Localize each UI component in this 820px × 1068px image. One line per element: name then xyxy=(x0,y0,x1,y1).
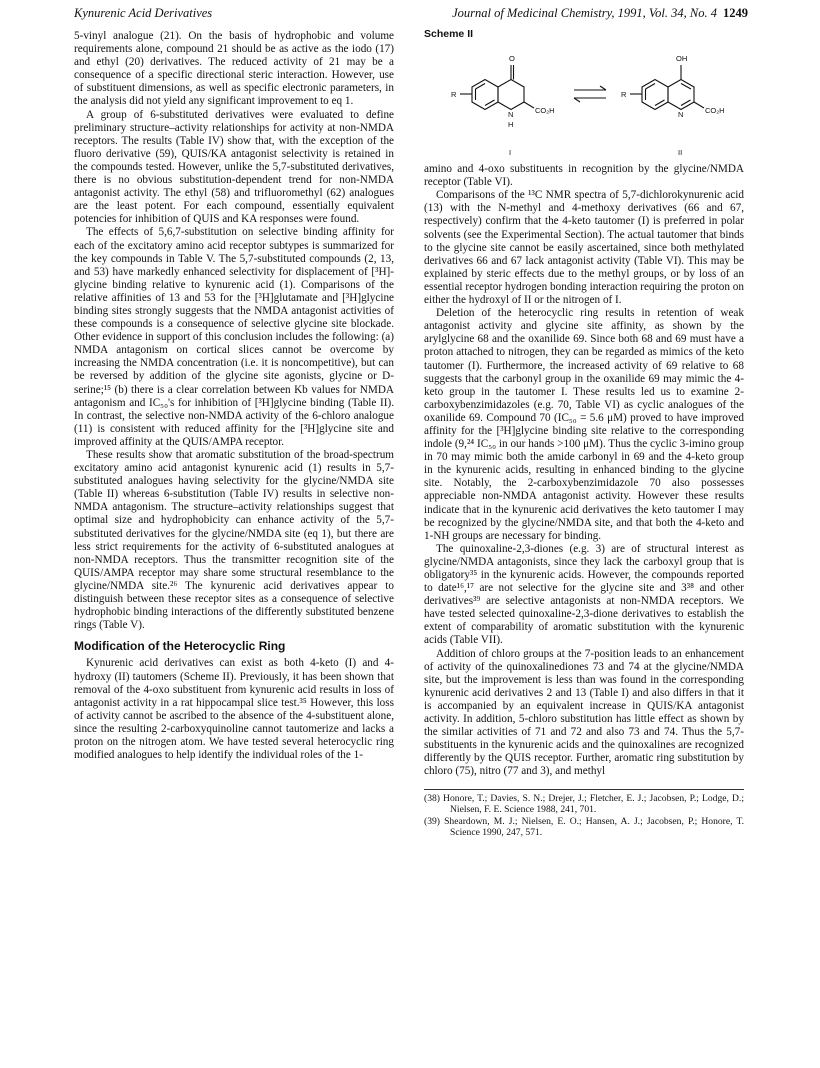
header-journal xyxy=(452,6,748,21)
hydroxyl-label: OH xyxy=(676,54,688,64)
reference-38: (38) Honore, T.; Davies, S. N.; Drejer, J.; Fletcher, E. J.; Jacobsen, P.; Lodge, D.; Nielsen, F. E. Science 1988, 241, 701. xyxy=(424,792,744,815)
paragraph: amino and 4-oxo substituents in recognition by the glycine/NMDA receptor (Table VI). xyxy=(424,163,744,189)
r-label-i: R xyxy=(451,90,457,100)
page-number: 1249 xyxy=(723,6,748,20)
header-journal-text: Journal of Medicinal Chemistry, 1991, Vol. 34, No. 4 xyxy=(452,6,717,20)
paragraph: 5-vinyl analogue (21). On the basis of hydrophobic and volume requirements alone, compound 21 should be as active as the iodo (17) and ethyl (20) derivatives. The reduced activity of 21 may be a consequence of a specific directional steric interaction. However, use of substituent dimensions, as well as specific electronic parameters, in the analysis did not yield any significant improvement to eq 1. xyxy=(74,30,394,108)
references xyxy=(424,789,744,838)
r-label-ii: R xyxy=(621,90,627,100)
paragraph: Addition of chloro groups at the 7-position leads to an enhancement of activity of the quinoxalinediones 73 and 74 at the glycine/NMDA site, but the improvement is less than was found in the corresponding kynurenic acid derivatives 2 and 13 (Table I) and also differs in that it is accompanied by an equivalent increase in QUIS/KA antagonist activity. In addition, 5-chloro substitution has little effect as shown by the similar activities of 71 and 72 and also 73 and 74. Thus the 5,7-substituents in the kynurenic acids and the quinoxalines are recognized differently by the QUIS receptor. Further, aromatic ring substitution by chloro (75), nitro (77 and 3), and methyl xyxy=(424,647,744,778)
oxo-label: O xyxy=(509,54,515,64)
right-column xyxy=(424,28,744,839)
tautomer-label-ii: II xyxy=(678,148,683,158)
acid-label-ii: CO₂H xyxy=(705,106,725,116)
nitrogen-label-ii: N xyxy=(678,110,684,120)
tautomer-label-i: I xyxy=(509,148,512,158)
paragraph: The effects of 5,6,7-substitution on selective binding affinity for each of the excitatory amino acid receptor subtypes is summarized for the key compounds in Table V. The 5,7-substituted compounds (2, 13, and 53) have markedly enhanced selectivity for displacement of [³H]-glycine binding relative to kynurenic acid (1). Comparisons of the relative affinities of 13 and 53 for the [³H]glutamate and [³H]glycine binding sites strongly suggests that the NMDA antagonist activities of these compounds is a consequence of selective glycine site blockade. Other evidence in support of this conclusion includes the following: (a) NMDA antagonism on cortical slices cannot be overcome by increasing the NMDA concentration (i.e. it is noncompetitive), but can be reversed by addition of the glycine site agonists, glycine or D-serine;¹⁵ (b) there is a clear correlation between Kb values for NMDA antagonism and IC₅₀'s for inhibition of [³H]glycine binding (Table II). In contrast, the selective non-NMDA activity of the 6-chloro analogue (11) is consistent with reduced affinity for the [³H]glycine site and improved affinity at the QUIS/AMPA receptor. xyxy=(74,226,394,448)
paragraph: Comparisons of the ¹³C NMR spectra of 5,7-dichlorokynurenic acid (13) with the N-methyl and 4-methoxy derivatives (66 and 67, respectively) confirm that the 4-keto tautomer (I) is preferred in polar solvents (see the Experimental Section). The actual tautomer that binds to the glycine site cannot be easily ascertained, since both methylated derivatives 66 and 67 lack antagonist activity (Table VI). This may be explained by steric effects due to the methyl groups, or by loss of an essential receptor hydrogen bonding interaction requiring the proton on either the hydroxyl of II or the nitrogen of I. xyxy=(424,189,744,307)
scheme-ii-diagram xyxy=(424,43,744,163)
acid-label-i: CO₂H xyxy=(535,106,555,116)
header-title: Kynurenic Acid Derivatives xyxy=(74,6,213,20)
paragraph: A group of 6-substituted derivatives were evaluated to define preliminary structure–activity relationships for activity at non-NMDA receptors. The results (Table IV) show that, with the exception of the fluoro derivative (59), QUIS/KA antagonist selectivity is retained in the compounds tested. However, unlike the 5,7-substituted derivatives, there is no obvious substitution-dependent trend for non-NMDA antagonist activity. The ethyl (58) and trifluoromethyl (62) analogues are the least potent. For each compound, essentially equivalent potencies for inhibition of QUIS and KA responses were found. xyxy=(74,108,394,226)
section-heading: Modification of the Heterocyclic Ring xyxy=(74,639,286,654)
running-header xyxy=(74,6,748,24)
reference-39: (39) Sheardown, M. J.; Nielsen, E. O.; Hansen, A. J.; Jacobsen, P.; Honore, T. Science 1990, 247, 571. xyxy=(424,815,744,838)
acid-bond-i xyxy=(524,102,534,108)
acid-bond-ii xyxy=(694,102,704,108)
pyridone-ring-i xyxy=(498,80,524,110)
hydrogen-label-i: H xyxy=(508,120,514,130)
nitrogen-label-i: N xyxy=(508,110,514,120)
paragraph: Deletion of the heterocyclic ring results in retention of weak antagonist activity and glycine site affinity, as shown by the arylglycine 68 and the oxanilide 69. Since both 68 and 69 must have a proton attached to nitrogen, they can be regarded as mimics of the keto tautomer (I). Furthermore, the increased activity of 69 relative to 68 suggests that the carbonyl group in the oxanilide 69 may mimic the 4-keto group in the tautomer I. These results led us to examine 2-carboxybenzimidazoles (e.g. 70, Table VI) as cyclic analogues of the oxanilide 69. Compound 70 (IC₅₀ = 5.6 μM) proved to have improved affinity for the [³H]glycine binding site relative to the corresponding indole (9,²⁴ IC₅₀ in our hands >100 μM). Thus the cyclic 3-imino group in 70 may mimic both the amide carbonyl in 69 and the 4-keto group in the kynurenic acids, resulting in enhanced binding to the glycine site. Notably, the 2-carboxybenzimidazole 70 also possesses appreciable non-NMDA antagonist activity. However these results indicate that in the kynurenic acid derivatives the keto tautomer I may be recognized by the glycine/NMDA site, and that both the 4-keto and 1-NH groups are necessary for binding. xyxy=(424,307,744,542)
paragraph: The quinoxaline-2,3-diones (e.g. 3) are of structural interest as glycine/NMDA antagonists, since they lack the carboxyl group that is obligatory³⁵ in the kynurenic acids. However, the compounds reported to date¹⁶,¹⁷ are not selective for the glycine site and 3³⁸ and other derivatives³⁹ are selective antagonists at non-NMDA receptors. We have tested selected quinoxaline-2,3-dione derivatives to establish the extent of comparability of aromatic substitution with the kynurenic acids (Table VII). xyxy=(424,542,744,647)
left-column xyxy=(74,30,394,762)
paragraph: These results show that aromatic substitution of the broad-spectrum excitatory amino acid antagonist kynurenic acid (1) results in 5,7-substituted analogues having selectivity for the glycine/NMDA site (Table II) whereas 6-substitution (Table IV) results in selective non-NMDA antagonism. The structure–activity relationships suggest that optimal size and hydrophobicity can enhance activity of the 5,7-substituted derivatives for the glycine/NMDA site (eq 1), but there are less strict requirements for the activity of 6-substituted analogues at non-NMDA receptors. Thus the transmitter recognition site of the QUIS/AMPA receptor may share some structural resemblance to the glycine/NMDA site.²⁶ The kynurenic acid derivatives appear to distinguish between these receptor sites as a consequence of selective hydrophobic binding interactions of the differently substituted benzene rings (Table V). xyxy=(74,449,394,632)
scheme-title: Scheme II xyxy=(424,28,474,40)
paragraph: Kynurenic acid derivatives can exist as both 4-keto (I) and 4-hydroxy (II) tautomers (Scheme II). Previously, it has been shown that removal of the 4-oxo substituent from kynurenic acid results in loss of antagonist activity in a rat hippocampal slice test.³⁵ However, this loss of activity cannot be ascribed to the absence of the 4-substituent alone, since the resulting 2-carboxyquinoline cannot tautomerize and lacks a proton on the nitrogen atom. We have tested several heterocyclic ring modified analogues to help identify the individual roles of the 1- xyxy=(74,657,394,762)
